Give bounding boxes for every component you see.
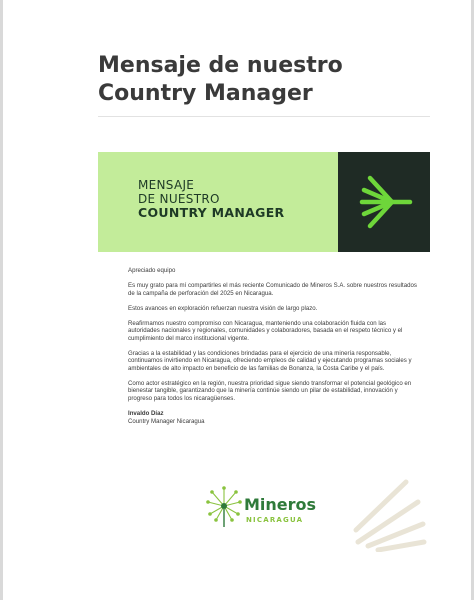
letter-paragraph-2: Estos avances en exploración refuerzan nuestra visión de largo plazo. bbox=[128, 304, 318, 312]
letter-body bbox=[128, 267, 418, 425]
letter-paragraph-5: Como actor estratégico en la región, nuestra prioridad sigue siendo transformar el potencial geológico en bienestar tangible, garantizando que la minería continúe siendo un pilar de estabilidad, innovación y progreso para todos los nicaragüenses. bbox=[128, 379, 412, 403]
message-banner bbox=[98, 152, 338, 252]
letter-greeting: Apreciado equipo bbox=[128, 267, 176, 274]
page-title bbox=[98, 52, 343, 108]
dandelion-logo-icon bbox=[204, 484, 244, 528]
banner-heading bbox=[138, 178, 284, 220]
logo-subtitle: NICARAGUA bbox=[246, 516, 304, 524]
title-line-2: Country Manager bbox=[98, 81, 313, 106]
letter-paragraph-4: Gracias a la estabilidad y las condiciones brindadas para el ejercicio de una minería responsable, continuamos invirtiendo en Nicaragua, ofreciendo empleos de calidad y ejecutando programas sociales y ambientales de alto impacto en beneficio de las familias de Bonanza, la Costa Caribe y el país. bbox=[128, 349, 412, 372]
title-line-1: Mensaje de nuestro bbox=[98, 53, 343, 78]
signature-title: Country Manager Nicaragua bbox=[128, 417, 205, 425]
letter-paragraph-1: Es muy grato para mí compartirles el más reciente Comunicado de Mineros S.A. sobre nuestros resultados de la campaña de perforación del 2025 en Nicaragua. bbox=[128, 281, 417, 297]
signature-name: Invaldo Díaz bbox=[128, 410, 164, 418]
mineros-logo bbox=[204, 484, 334, 532]
decorative-rays bbox=[348, 462, 428, 552]
banner-line-2: DE NUESTRO bbox=[138, 192, 220, 206]
banner-line-3: COUNTRY MANAGER bbox=[138, 205, 285, 220]
logo-wordmark: Mineros bbox=[244, 495, 317, 514]
banner-line-1: MENSAJE bbox=[138, 178, 195, 192]
letter-paragraph-3: Reafirmamos nuestro compromiso con Nicaragua, manteniendo una colaboración fluida con las autoridades nacionales y regionales, comunidades y colaboradores, basada en el respeto técnico y el cumplimiento del marco institucional vigente. bbox=[128, 319, 403, 342]
banner-icon-panel bbox=[338, 152, 430, 252]
chevron-burst-icon bbox=[358, 164, 418, 240]
document-page bbox=[98, 152, 430, 552]
title-divider bbox=[98, 116, 430, 117]
